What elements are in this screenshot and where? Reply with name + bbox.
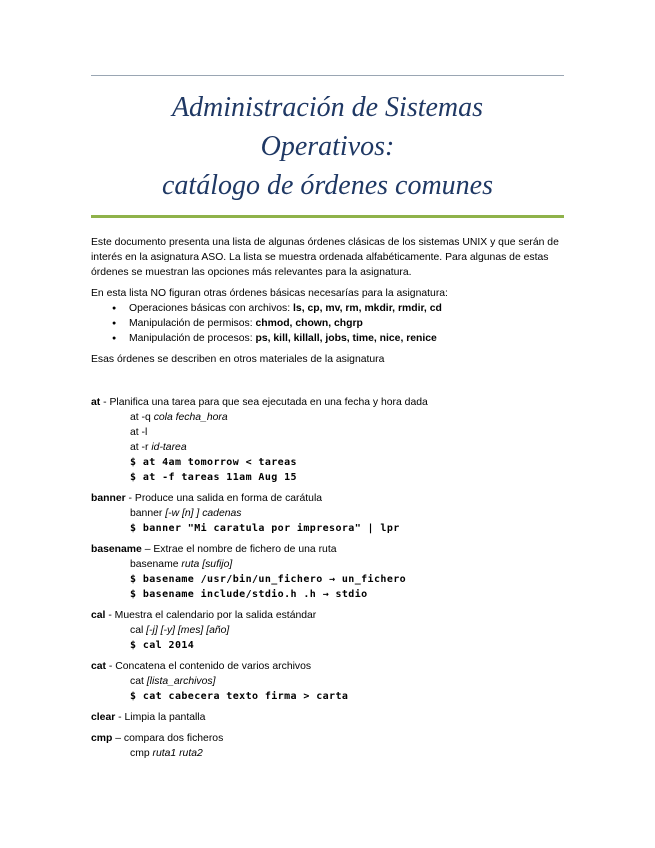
command-description: - Concatena el contenido de varios archivos [106, 661, 312, 672]
command-entry-clear [91, 710, 566, 725]
command-entry-cmp [91, 731, 566, 761]
exclusions-paragraph: En esta lista NO figuran otras órdenes básicas necesarías para la asignatura: [91, 288, 448, 299]
command-example: $ banner "Mi caratula por impresora" | lpr [130, 523, 400, 534]
command-synopsis: cat [lista_archivos] [130, 676, 216, 687]
command-heading [91, 542, 566, 557]
command-synopsis: at -r id-tarea [130, 442, 187, 453]
title-top-rule [91, 75, 564, 76]
list-item-label: Operaciones básicas con archivos: [129, 303, 294, 314]
command-synopsis: banner [-w [n] ] cadenas [130, 508, 242, 519]
page-title [91, 88, 564, 205]
list-item-label: Manipulación de procesos: [129, 333, 256, 344]
command-heading [91, 395, 566, 410]
command-heading [91, 659, 566, 674]
document-body [91, 235, 566, 767]
command-synopsis: cal [-j] [-y] [mes] [año] [130, 625, 230, 636]
list-item [91, 301, 566, 316]
command-description: - Muestra el calendario por la salida estándar [105, 610, 317, 621]
command-name: at [91, 397, 101, 408]
command-example: $ at -f tareas 11am Aug 15 [130, 472, 297, 483]
command-synopsis: at -q cola fecha_hora [130, 412, 228, 423]
command-description: – Extrae el nombre de fichero de una ruta [141, 544, 337, 555]
list-item [91, 331, 566, 346]
title-line-2: Operativos: [260, 131, 395, 162]
list-item-commands: chmod, chown, chgrp [255, 318, 363, 329]
list-item-commands: ps, kill, killall, jobs, time, nice, renice [255, 333, 437, 344]
command-name: cal [91, 610, 106, 621]
command-entry-cal [91, 608, 566, 653]
command-synopsis: cmp ruta1 ruta2 [130, 748, 203, 759]
command-name: banner [91, 493, 126, 504]
command-heading [91, 491, 566, 506]
command-entry-cat [91, 659, 566, 704]
title-line-3: catálogo de órdenes comunes [162, 170, 493, 201]
command-name: basename [91, 544, 142, 555]
title-line-1: Administración de Sistemas [171, 92, 484, 123]
exclusions-list [91, 301, 566, 346]
other-materials-note: Esas órdenes se describen en otros materiales de la asignatura [91, 354, 385, 365]
command-entry-basename [91, 542, 566, 602]
command-name: clear [91, 712, 116, 723]
command-description: – compara dos ficheros [112, 733, 224, 744]
list-item [91, 316, 566, 331]
command-synopsis: at -l [130, 427, 148, 438]
command-description: - Produce una salida en forma de carátula [125, 493, 323, 504]
command-entry-at [91, 395, 566, 485]
intro-paragraph: Este documento presenta una lista de algunas órdenes clásicas de los sistemas UNIX y que serán de interés en la asignatura ASO. La lista se muestra ordenada alfabéticamente. Para algunas de estas órdenes se muestran las opciones más relevantes para la asignatura. [91, 237, 559, 278]
command-description: - Limpia la pantalla [115, 712, 206, 723]
list-item-label: Manipulación de permisos: [129, 318, 256, 329]
command-example: $ basename include/stdio.h .h → stdio [130, 589, 368, 600]
command-example: $ at 4am tomorrow < tareas [130, 457, 297, 468]
title-bottom-rule [91, 215, 564, 218]
command-name: cmp [91, 733, 113, 744]
command-example: $ cat cabecera texto firma > carta [130, 691, 349, 702]
command-example: $ cal 2014 [130, 640, 195, 651]
command-entry-banner [91, 491, 566, 536]
command-example: $ basename /usr/bin/un_fichero → un_fichero [130, 574, 407, 585]
command-heading [91, 608, 566, 623]
list-item-commands: ls, cp, mv, rm, mkdir, rmdir, cd [293, 303, 442, 314]
command-synopsis: basename ruta [sufijo] [130, 559, 233, 570]
command-description: - Planifica una tarea para que sea ejecutada en una fecha y hora dada [100, 397, 428, 408]
command-name: cat [91, 661, 107, 672]
command-heading [91, 710, 566, 725]
command-heading [91, 731, 566, 746]
